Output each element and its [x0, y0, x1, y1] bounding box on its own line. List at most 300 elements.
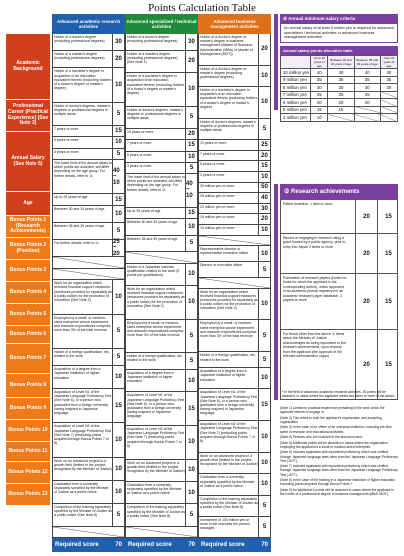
point-cell — [125, 107, 198, 129]
criterion-points: 50 — [258, 183, 270, 193]
point-cell — [52, 349, 125, 366]
point-cell — [198, 262, 271, 278]
criterion-text: Holder of a doctor's degree (excluding professional degrees) — [127, 35, 178, 44]
point-cell — [52, 126, 125, 137]
research-text: For those other than the above ① items which the Minister of Justice acknowledges as being equivalent to the research achievements, upon request from the applicant (the approval of the relevant administrative organ) — [283, 332, 347, 358]
point-cell — [198, 66, 271, 87]
research-points-academic: 20 — [355, 274, 377, 329]
point-cell — [198, 119, 271, 140]
point-cell — [198, 289, 271, 321]
criterion-points: 10 — [258, 172, 270, 182]
criterion-text: Employed by a small- or medium-sized enterprise whose experiment and research expenditures comprise more than 3% of the total revenue — [127, 320, 184, 338]
point-cell — [52, 389, 125, 423]
criterion-points: 20 — [185, 51, 197, 72]
criterion-points: 10 — [185, 286, 197, 319]
criterion-points: 15 — [258, 161, 270, 171]
criterion-points: 20 — [258, 214, 270, 224]
criterion-points: 15 — [185, 140, 197, 150]
point-cell — [198, 474, 271, 495]
criterion-points: 20 — [185, 129, 197, 139]
required-score-label: Required score — [201, 542, 245, 548]
criterion-text: Holder of a bachelor's degree or acquisition of an education equivalent thereto (excluding holders of a doctor's degree or master's degree) — [54, 69, 112, 91]
criterion-text: Holder of a foreign qualification, etc. related to the work — [127, 354, 183, 363]
points-table-frame — [6, 14, 398, 552]
research-points-technical: 15 — [377, 274, 399, 329]
criterion-text: Holder of doctor's degrees, master's degrees or professional degrees in multiple areas — [127, 107, 183, 121]
column-header: Advanced business management activities — [198, 14, 271, 34]
criterion-text: Holder of a doctor's degree or master's degree in business management (Master of Business Administration (MBA) or Master of Management (MOT)) — [200, 35, 253, 56]
criterion-points: 5 — [112, 103, 124, 125]
criterion-text: Acquisition of Level N2 of the Japanese Language Proficiency Test (See Note 7) (excluding points acquired through Bonus Points 7 or 8) — [54, 424, 112, 446]
point-cell — [125, 527, 198, 538]
research-text: Patent invention: 1 item or more — [283, 202, 333, 206]
salary-cell: 30 — [328, 84, 354, 92]
point-cell — [198, 320, 271, 352]
salary-cell: 10 million yen — [281, 69, 311, 77]
note-item: (Note 6) Includes applicants with equivalent proficiency which was verified through Japanese language tests other than the Japanese Language Proficiency Test (JLPT). — [280, 450, 398, 463]
point-cell — [125, 34, 198, 51]
salary-cell — [354, 114, 380, 122]
criterion-text: 10 million yen or more — [200, 225, 235, 230]
salary-cell: 30 — [311, 84, 328, 92]
criterion-points: 5 — [185, 504, 197, 525]
note-item: (Note 8) In the case of the training in a Japanese institution of higher education, excluding points acquired through Bonus Points 7. — [280, 478, 397, 487]
criterion-text: Between 35 and 39 years of age — [127, 236, 178, 241]
research-points-academic: 20 — [355, 330, 377, 399]
criterion-points: 10 — [112, 458, 124, 480]
criterion-points: 5 — [258, 262, 270, 277]
salary-cell: 20 — [311, 99, 328, 107]
criterion-text: Up to 29 years of age — [54, 195, 88, 200]
criterion-points: 30 — [185, 34, 197, 50]
criterion-text: 7 years or more — [127, 141, 152, 146]
point-cell — [125, 320, 198, 354]
criterion-points: 10 — [185, 264, 197, 285]
salary-cell: 15 — [328, 106, 354, 114]
criterion-text: The lower limit of the annual salary to which points are awarded, will differ depending on the age group. For further details, refer to ③. — [127, 175, 185, 192]
row-category: Bonus Points 5 — [6, 304, 50, 326]
required-score-label: Required score — [55, 542, 99, 548]
salary-cell — [354, 106, 380, 114]
criterion-points: 5 — [258, 119, 270, 139]
required-score-value: 70 — [115, 542, 122, 548]
criterion-points: 5 — [112, 504, 124, 526]
criterion-points: 10 — [185, 219, 197, 235]
criterion-points: 10 — [112, 366, 124, 388]
note-item: (Note 1) Limited to practical experience pertaining to the work which the applicant intends to engage in. — [280, 406, 385, 415]
point-cell — [198, 352, 271, 368]
criterion-points: 5 — [185, 320, 197, 353]
research-row — [280, 200, 398, 234]
research-points-technical: 15 — [377, 234, 399, 273]
right-panel — [274, 14, 398, 552]
salary-row — [281, 99, 398, 107]
point-cell — [52, 103, 125, 126]
point-cell — [125, 482, 198, 504]
criterion-points: 10 — [185, 460, 197, 481]
point-cell — [125, 392, 198, 426]
salary-cell — [380, 99, 397, 107]
research-points-academic: 20 — [355, 200, 377, 233]
row-category: Bonus Points 12 — [6, 462, 50, 484]
point-cell — [125, 264, 198, 286]
criterion-text: Employed by a small- or medium-sized enterprise whose experiment and research expenditures comprise more than 3% of the total revenue — [200, 321, 257, 339]
criterion-points: 10 — [258, 453, 270, 473]
criterion-text: Graduation from a university separately specified by the Minister of Justice as a public notice — [127, 483, 182, 496]
salary-table-header-row — [281, 56, 398, 69]
point-cell — [52, 481, 125, 504]
row-categories — [6, 14, 50, 552]
row-category: Bonus Points 8 — [6, 374, 50, 398]
salary-cell: 9 million yen — [281, 76, 311, 84]
salary-cell: 35 — [354, 76, 380, 84]
required-score-bar — [52, 538, 125, 552]
criterion-points: 30 — [258, 204, 270, 214]
point-cell — [125, 208, 198, 219]
point-cell — [52, 423, 125, 457]
point-cell — [52, 51, 125, 68]
criterion-text: Holder of a master's degree (excluding professional degrees) — [54, 52, 105, 61]
salary-criteria-head: ③ Annual minimum salary criteria — [280, 14, 398, 24]
salary-cell: 40 — [380, 69, 397, 77]
point-cell — [125, 370, 198, 392]
point-cell — [52, 527, 125, 538]
criterion-points: 15 — [258, 389, 270, 420]
salary-row — [281, 84, 398, 92]
row-category: Professional Career (Practical Experience) (See Note 3) — [6, 100, 50, 132]
research-text: Record of engaging in research using a grant funded by a public agency: prior to entry into Japan 3 times or more — [283, 236, 346, 249]
salary-row — [281, 106, 398, 114]
points-column — [125, 14, 198, 552]
criterion-points: 10 — [258, 246, 270, 261]
point-cell — [52, 269, 125, 280]
criterion-text: Work for an organization which received financial support measures (measures provided for separately as a public notice) for the promotion of innovation (See Note 2) — [200, 289, 258, 311]
note-item: (Note 7) Includes applicants with equivalent proficiency which was verified through Japanese language tests other than the Japanese Language Proficiency Test (JLPT). — [280, 464, 398, 477]
point-cell — [198, 453, 271, 474]
criterion-points: 10 — [112, 481, 124, 503]
point-cell — [52, 194, 125, 205]
criterion-text: 30 million yen or more — [200, 183, 235, 188]
point-cell — [125, 51, 198, 73]
point-cell — [52, 240, 125, 257]
criterion-text: Employed by a small- or medium-sized enterprise whose experiment and research expenditures comprise more than 3% of the total revenue — [54, 315, 111, 333]
criterion-points: 5 — [258, 352, 270, 367]
criterion-points: 20 — [258, 151, 270, 161]
criterion-text: Work on an advanced project in a growth field (limited to the project recognized by the Minister of Justice) — [127, 460, 185, 473]
salary-cell: 40 — [328, 69, 354, 77]
point-cell — [52, 366, 125, 389]
criterion-text: 7 years or more — [200, 151, 225, 156]
note-item: (Note 3) In the case of an officer of an overseas institution, including the time spent in research and educational activities. — [280, 425, 392, 434]
criterion-points: 40 — [258, 193, 270, 203]
row-category: Bonus Points 6 — [6, 326, 50, 344]
criterion-text: Holder of doctor's degrees, master's degrees or professional degrees in multiple areas — [200, 119, 256, 133]
point-cell — [198, 193, 271, 204]
criterion-points: 10 — [112, 423, 124, 456]
point-cell — [52, 34, 125, 51]
salary-cell: 20 — [354, 99, 380, 107]
criterion-text: 5 years or more — [54, 138, 79, 143]
criterion-text: Holder of a foreign qualification, etc. related to the work — [54, 350, 110, 359]
point-cell — [125, 426, 198, 460]
salary-cell: 6 million yen — [281, 99, 311, 107]
criterion-points: 10 — [112, 280, 124, 313]
criterion-text: For further details, refer to ②. — [54, 241, 100, 246]
criterion-text: Representative director or representative executive officer — [200, 247, 249, 256]
point-cell — [52, 504, 125, 527]
row-category: Annual Salary (See Note 5) — [6, 132, 50, 192]
criterion-text: Completion of the training separately specified by the Minister of Justice as a public notice (See Note 8) — [200, 496, 258, 509]
point-cell — [125, 163, 198, 174]
criterion-text: 3 years or more — [200, 172, 225, 177]
salary-col-header: Up to 29 years of age — [311, 56, 328, 69]
point-cell — [125, 73, 198, 107]
point-cell — [125, 353, 198, 370]
points-column — [198, 14, 271, 552]
research-points-technical: 15 — [377, 200, 399, 233]
point-cell — [125, 140, 198, 151]
salary-cell: 40 — [311, 69, 328, 77]
row-category: Bonus Points 2 (Position) — [6, 238, 50, 260]
point-cell — [52, 223, 125, 240]
row-category: Bonus Points 7 — [6, 344, 50, 374]
research-text: Publication of research papers (limited to those for which the applicant is the corresponding author), which appeared in an academic journal registered in an academic research paper database: 3 papers or more — [283, 276, 347, 302]
point-cell — [125, 460, 198, 482]
points-column — [52, 14, 125, 552]
note-item: (Note 5) Additional points will be awarded in cases where the organization employing the applicant is a small or medium-sized enterprise. — [280, 440, 388, 449]
criterion-text: 20 million yen or more — [200, 204, 235, 209]
criterion-text: Graduation from a university separately specified by the Minister of Justice as a public notice — [200, 475, 255, 488]
criterion-text: Holder of a master's degree (excluding professional degrees) (See Note 1) — [127, 51, 178, 65]
point-cell — [198, 421, 271, 453]
salary-cell: 25 — [311, 91, 328, 99]
criterion-text: 5 years or more — [127, 152, 152, 157]
criterion-text: 3 years or more — [54, 149, 79, 154]
salary-cell — [380, 114, 397, 122]
criterion-points: 5 — [258, 517, 270, 537]
research-side-bar — [274, 184, 278, 400]
salary-cell: 35 — [380, 76, 397, 84]
salary-criteria-note: An annual salary of at least 3 million yen is required for advanced specialized / technical activities or advanced business management activities. — [280, 24, 398, 43]
salary-cell: 35 — [311, 76, 328, 84]
row-category: Bonus Points 3 — [6, 260, 50, 282]
criterion-points: 15 — [112, 389, 124, 422]
salary-col-header: Between 30 and 34 years of age — [328, 56, 354, 69]
criterion-text: 5 years or more — [200, 162, 225, 167]
point-cell — [198, 140, 271, 151]
salary-cell: 25 — [328, 91, 354, 99]
research-points-academic: 20 — [355, 234, 377, 273]
point-cell — [52, 149, 125, 160]
criterion-text: Between 35 and 39 years of age — [54, 224, 105, 228]
salary-row — [281, 69, 398, 77]
criterion-text: Holder of a doctor's degree (excluding professional degrees) — [54, 35, 105, 44]
criterion-text: Investment of 100 million yen or more in the business the person manages — [200, 517, 250, 531]
criterion-points: 10 — [112, 206, 124, 222]
criterion-points: 5 — [185, 236, 197, 252]
salary-cell: 35 — [328, 76, 354, 84]
point-cell — [198, 225, 271, 236]
criterion-points: 5 — [112, 315, 124, 348]
criterion-text: Acquisition of Level N1 of the Japanese Language Proficiency Test (See Note 6), or a person who graduated from a foreign university having majored in Japanese language — [54, 390, 112, 416]
point-cell — [198, 204, 271, 215]
salary-cell: 10 — [311, 114, 328, 122]
salary-row — [281, 114, 398, 122]
criterion-points: 15 — [112, 194, 124, 204]
row-category: Age — [6, 192, 50, 216]
salary-criteria-box — [280, 14, 398, 122]
criterion-text: Director or executive officer — [200, 263, 243, 268]
criterion-points: 10 — [112, 137, 124, 147]
required-score-value: 70 — [188, 542, 195, 548]
criterion-points: 5 — [258, 496, 270, 516]
salary-cell: 15 — [311, 106, 328, 114]
criterion-points: 5 — [112, 149, 124, 159]
criterion-text: Work on an advanced project in a growth field (limited to the project recognized by the Minister of Justice) — [200, 454, 258, 467]
point-cell — [52, 68, 125, 102]
row-category: Bonus Points 4 — [6, 282, 50, 304]
point-cell — [125, 219, 198, 236]
salary-table — [280, 55, 398, 122]
point-cell — [125, 129, 198, 140]
criterion-points: 10 — [258, 474, 270, 494]
point-cell — [198, 236, 271, 247]
criterion-points: 5 — [185, 107, 197, 128]
criterion-text: Holder of doctor's degrees, master's degrees or professional degrees in multiple areas — [54, 103, 110, 117]
point-cell — [198, 172, 271, 183]
point-cell — [198, 496, 271, 517]
salary-col-header: Between 35 and 39 years of age — [354, 56, 380, 69]
criterion-text: Acquisition of a degree from a Japanese institution of higher education — [127, 371, 174, 384]
criterion-text: Completion of the training separately specified by the Minister of Justice as a public notice (See Note 8) — [127, 505, 185, 518]
criterion-text: Holder of a Japanese national qualification related to the work (5 points per qualification) — [127, 264, 180, 277]
salary-cell: 8 million yen — [281, 84, 311, 92]
criterion-text: 15 million yen or more — [200, 215, 235, 220]
point-cell — [125, 152, 198, 163]
criterion-text: The lower limit of the annual salary to which points are awarded, will differ depending on the age group. For further details, refer to ③. — [54, 161, 112, 178]
criterion-points: 20 — [258, 34, 270, 65]
criterion-text: Acquisition of Level N1 of the Japanese Language Proficiency Test (See Note 6), or a person who graduated from a foreign university having majored in Japanese language — [200, 390, 258, 416]
criterion-text: Work on an advanced project in a growth field (limited to the project recognized by the Minister of Justice) — [54, 458, 112, 472]
criterion-points: 15 — [112, 126, 124, 136]
point-cell — [198, 368, 271, 389]
criterion-points: 10 — [258, 421, 270, 452]
criterion-text: Work for an organization which received financial support measures (measures provided for separately as a public notice) for the promotion of innovation (See Note 2) — [54, 281, 112, 303]
point-cell — [52, 315, 125, 349]
note-item: (Note 9) An additional 5 points will be awarded in cases where the applicant is the holder of a professional degree in business management (MBA, MOT). — [280, 487, 394, 496]
required-score-label: Required score — [128, 542, 172, 548]
criterion-points: 25 ~ 20 — [112, 240, 124, 256]
criterion-text: Between 30 and 34 years of age — [54, 206, 105, 211]
criterion-points: 10 — [112, 68, 124, 101]
salary-cell: 7 million yen — [281, 91, 311, 99]
criterion-points: 30 — [112, 34, 124, 50]
salary-row — [281, 76, 398, 84]
criterion-points: 10 — [258, 368, 270, 388]
point-cell — [198, 246, 271, 262]
point-cell — [125, 236, 198, 253]
criterion-points: 10 — [185, 152, 197, 162]
research-row — [280, 274, 398, 330]
note-item: (Note 4) Persons who are included in the annual income. — [280, 435, 364, 440]
criterion-text: Holder of a bachelor's degree or acquisition of an education equivalent thereto (excluding holders of a doctor's degree or master's degree) — [200, 88, 258, 109]
point-cell — [198, 278, 271, 289]
point-cell — [198, 151, 271, 162]
salary-cell — [328, 114, 354, 122]
salary-col-header: Over 40 years of age — [380, 56, 397, 69]
criterion-text: Holder of a foreign qualification, etc. related to the work — [200, 353, 256, 362]
criterion-text: Holder of a doctor's degree or master's degree (excluding professional degrees) — [200, 66, 247, 80]
criterion-points: 5 — [185, 163, 197, 173]
point-cell — [125, 252, 198, 263]
required-score-bar — [125, 538, 198, 552]
required-score-value: 70 — [261, 542, 268, 548]
salary-cell: 40 — [354, 69, 380, 77]
criterion-points: 10 — [185, 426, 197, 459]
criterion-points: 10 — [258, 225, 270, 235]
salary-row — [281, 91, 398, 99]
point-cell — [52, 257, 125, 268]
point-cell — [198, 389, 271, 421]
criterion-text: Acquisition of a degree from a Japanese institution of higher education — [54, 367, 101, 380]
salary-table-head: Annual salary points allocation table — [280, 46, 398, 55]
criterion-text: Completion of the training separately specified by the Minister of Justice as a public notice (See Note 8) — [54, 504, 112, 517]
criterion-points: 10 — [185, 482, 197, 503]
criterion-points: 5 — [258, 320, 270, 351]
page-title: Points Calculation Table — [148, 2, 256, 14]
criterion-points: 15 — [185, 208, 197, 218]
criterion-text: Acquisition of a degree from a Japanese institution of higher education — [200, 369, 247, 382]
criterion-points: 25 — [258, 140, 270, 150]
point-cell — [52, 160, 125, 194]
criterion-text: Up to 29 years of age — [127, 208, 161, 213]
criterion-text: Between 30 and 34 years of age — [127, 219, 178, 224]
criterion-text: 10 years or more — [200, 141, 227, 146]
note-item: (Note 2) This refers to both the applicant's organization and accepting organization. — [280, 415, 382, 424]
row-category: Bonus Points 10 — [6, 420, 50, 442]
salary-cell: 4 million yen — [281, 114, 311, 122]
criterion-points: 10 — [258, 87, 270, 118]
criterion-text: Work for an organization which received financial support measures (measures provided for separately as a public notice) for the promotion of innovation (See Note 2) — [127, 287, 185, 308]
criterion-text: Acquisition of Level N2 of the Japanese Language Proficiency Test (See Note 7) (excluding points acquired through Bonus Points 7 or 8) — [200, 422, 258, 444]
point-cell — [198, 34, 271, 66]
point-cell — [198, 183, 271, 194]
row-category: Bonus Points 11 — [6, 442, 50, 462]
row-category: Bonus Points 13 — [6, 484, 50, 506]
row-category: Bonus Points 1 (Research Achievements) — [6, 216, 50, 238]
required-score-bar — [198, 538, 271, 552]
criterion-points: 10 — [258, 66, 270, 86]
criterion-points: 5 — [112, 223, 124, 239]
point-cell — [52, 458, 125, 481]
salary-col-header — [281, 56, 311, 69]
criterion-points: 20 — [112, 51, 124, 67]
criterion-text: 10 years or more — [127, 130, 154, 135]
salary-cell: 30 — [354, 84, 380, 92]
point-cell — [52, 280, 125, 314]
column-header: Advanced academic research activities — [52, 14, 125, 34]
points-grid — [6, 14, 270, 552]
point-cell — [52, 137, 125, 148]
criterion-points: 5 — [112, 349, 124, 365]
criterion-text: Acquisition of Level N2 of the Japanese Language Proficiency Test (See Note 7) (excluding points acquired through Bonus Points 7 or 8) — [127, 427, 185, 448]
salary-cell — [380, 91, 397, 99]
criterion-text: 7 years or more — [54, 126, 79, 131]
point-cell — [125, 174, 198, 208]
criterion-text: Acquisition of Level N1 of the Japanese Language Proficiency Test (See Note 6), or a person who graduated from a foreign university having majored in Japanese language — [127, 393, 185, 419]
criterion-points: 10 — [185, 370, 197, 391]
salary-cell — [380, 106, 397, 114]
